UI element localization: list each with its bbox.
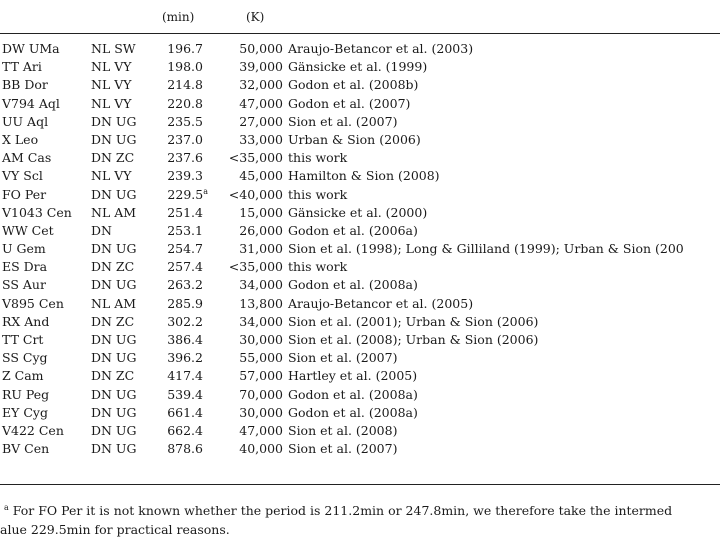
reference-cell: Araujo-Betancor et al. (2003) <box>288 41 474 56</box>
period-cell: 878.6 <box>167 441 203 457</box>
reference-cell: Sion et al. (2008); Urban & Sion (2006) <box>288 332 539 347</box>
type-cell: DN UG <box>91 386 137 402</box>
period-cell: 386.4 <box>167 332 203 347</box>
type-cell: DN ZC <box>91 313 135 329</box>
temperature-cell: 31,000 <box>239 241 283 257</box>
star-name-cell: RX And <box>2 313 50 329</box>
type-cell: NL AM <box>91 204 137 220</box>
reference-cell: Sion et al. (2007) <box>288 441 398 457</box>
temperature-cell: <35,000 <box>228 259 283 275</box>
table-row <box>0 40 720 58</box>
star-name-cell: SS Cyg <box>2 350 48 366</box>
reference-cell: this work <box>288 150 348 166</box>
star-name-cell: VY Scl <box>2 168 43 184</box>
type-cell: DN UG <box>91 131 137 147</box>
period-cell: 235.5 <box>167 113 203 129</box>
table-row <box>0 204 720 222</box>
star-name-cell: FO Per <box>2 186 47 202</box>
period-cell: 661.4 <box>167 404 203 420</box>
reference-cell: Hamilton & Sion (2008) <box>288 168 440 184</box>
star-name-cell: V1043 Cen <box>2 204 72 220</box>
temperature-cell: 50,000 <box>239 41 283 56</box>
temperature-cell: 70,000 <box>239 386 283 402</box>
type-cell: DN UG <box>91 332 137 347</box>
reference-cell: this work <box>288 186 348 202</box>
star-name-cell: UU Aql <box>2 113 49 129</box>
temperature-cell: 57,000 <box>239 368 283 384</box>
reference-cell: Sion et al. (2008) <box>288 422 398 438</box>
temperature-cell: <40,000 <box>228 186 283 202</box>
reference-cell: Sion et al. (2007) <box>288 113 398 129</box>
footnote-marker: a <box>4 503 9 512</box>
table-row <box>0 113 720 131</box>
bottom-rule <box>0 484 720 485</box>
table-row <box>0 95 720 113</box>
star-name-cell: X Leo <box>2 131 39 147</box>
type-cell: NL SW <box>91 41 136 56</box>
temperature-cell: 34,000 <box>239 313 283 329</box>
period-cell: 257.4 <box>167 259 203 275</box>
type-cell: NL AM <box>91 295 137 311</box>
star-name-cell: U Gem <box>2 241 46 257</box>
reference-cell: Godon et al. (2008a) <box>288 277 418 293</box>
type-cell: DN UG <box>91 441 137 457</box>
type-cell: DN ZC <box>91 368 135 384</box>
period-cell: 198.0 <box>167 59 203 75</box>
reference-cell: Godon et al. (2006a) <box>288 222 418 238</box>
star-name-cell: V794 Aql <box>2 95 60 111</box>
star-name-cell: DW UMa <box>2 41 60 56</box>
type-cell: DN UG <box>91 186 137 202</box>
table-row <box>0 313 720 331</box>
table-row <box>0 386 720 404</box>
reference-cell: Godon et al. (2008b) <box>288 77 419 93</box>
reference-cell: Hartley et al. (2005) <box>288 368 418 384</box>
type-cell: DN UG <box>91 404 137 420</box>
temperature-cell: 30,000 <box>239 404 283 420</box>
temperature-cell: 34,000 <box>239 277 283 293</box>
temperature-cell: 30,000 <box>239 332 283 347</box>
star-name-cell: V422 Cen <box>2 422 64 438</box>
period-note-marker: a <box>203 186 208 196</box>
top-rule <box>0 33 720 34</box>
reference-cell: Gänsicke et al. (1999) <box>288 59 428 75</box>
reference-cell: Urban & Sion (2006) <box>288 131 421 147</box>
temperature-cell: 27,000 <box>239 113 283 129</box>
star-name-cell: AM Cas <box>2 150 52 166</box>
table-row <box>0 167 720 185</box>
footnote-line-2: alue 229.5min for practical reasons. <box>0 522 230 537</box>
period-cell: 254.7 <box>167 241 203 257</box>
temperature-cell: 47,000 <box>239 95 283 111</box>
footnote-text-1: For FO Per it is not known whether the period is 211.2min or 247.8min, we therefore take the intermed <box>8 503 673 519</box>
star-name-cell: BB Dor <box>2 77 48 93</box>
reference-cell: Gänsicke et al. (2000) <box>288 204 428 220</box>
period-cell: 196.7 <box>167 41 203 56</box>
table-row <box>0 58 720 76</box>
period-cell: 237.0 <box>167 131 203 147</box>
period-cell: 229.5$^a$ <box>167 186 208 202</box>
table-row <box>0 149 720 167</box>
period-cell: 220.8 <box>167 95 203 111</box>
reference-cell: Araujo-Betancor et al. (2005) <box>288 295 474 311</box>
temperature-cell: <35,000 <box>228 150 283 166</box>
star-name-cell: V895 Cen <box>2 295 64 311</box>
reference-cell: this work <box>288 259 348 275</box>
table-row <box>0 367 720 385</box>
type-cell: NL VY <box>91 59 132 75</box>
footnote-line-1 <box>4 503 672 518</box>
period-cell: 539.4 <box>167 386 203 402</box>
star-name-cell: TT Crt <box>2 332 44 347</box>
period-cell: 302.2 <box>167 313 203 329</box>
table-row <box>0 295 720 313</box>
table-row <box>0 404 720 422</box>
period-cell: 239.3 <box>167 168 203 184</box>
type-cell: DN UG <box>91 350 137 366</box>
reference-cell: Sion et al. (2001); Urban & Sion (2006) <box>288 313 539 329</box>
table-row <box>0 222 720 240</box>
type-cell: DN UG <box>91 241 137 257</box>
table-row <box>0 258 720 276</box>
temperature-cell: 39,000 <box>239 59 283 75</box>
period-cell: 396.2 <box>167 350 203 366</box>
temperature-unit-header: (K) <box>246 10 265 24</box>
type-cell: DN UG <box>91 113 137 129</box>
temperature-cell: 40,000 <box>239 441 283 457</box>
period-cell: 214.8 <box>167 77 203 93</box>
temperature-cell: 55,000 <box>239 350 283 366</box>
star-name-cell: RU Peg <box>2 386 50 402</box>
type-cell: DN UG <box>91 277 137 293</box>
table-row <box>0 349 720 367</box>
type-cell: DN <box>91 222 112 238</box>
reference-cell: Godon et al. (2007) <box>288 95 411 111</box>
period-cell: 251.4 <box>167 204 203 220</box>
type-cell: NL VY <box>91 77 132 93</box>
temperature-cell: 33,000 <box>239 131 283 147</box>
star-name-cell: TT Ari <box>2 59 42 75</box>
table-row <box>0 331 720 349</box>
type-cell: DN UG <box>91 422 137 438</box>
period-unit-header: (min) <box>162 10 195 24</box>
star-name-cell: ES Dra <box>2 259 48 275</box>
period-cell: 263.2 <box>167 277 203 293</box>
temperature-cell: 26,000 <box>239 222 283 238</box>
reference-cell: Sion et al. (1998); Long & Gilliland (1999); Urban & Sion (200 <box>288 241 684 257</box>
period-cell: 662.4 <box>167 422 203 438</box>
star-name-cell: SS Aur <box>2 277 46 293</box>
reference-cell: Godon et al. (2008a) <box>288 404 418 420</box>
temperature-cell: 15,000 <box>239 204 283 220</box>
period-cell: 253.1 <box>167 222 203 238</box>
star-name-cell: EY Cyg <box>2 404 48 420</box>
reference-cell: Sion et al. (2007) <box>288 350 398 366</box>
star-name-cell: Z Cam <box>2 368 44 384</box>
type-cell: NL VY <box>91 168 132 184</box>
table-row <box>0 240 720 258</box>
temperature-cell: 47,000 <box>239 422 283 438</box>
table-row <box>0 440 720 458</box>
table-row <box>0 186 720 204</box>
table-row <box>0 422 720 440</box>
star-name-cell: BV Cen <box>2 441 50 457</box>
reference-cell: Godon et al. (2008a) <box>288 386 418 402</box>
temperature-cell: 13,800 <box>239 295 283 311</box>
period-cell: 237.6 <box>167 150 203 166</box>
type-cell: DN ZC <box>91 259 135 275</box>
table-body <box>0 40 720 458</box>
temperature-cell: 32,000 <box>239 77 283 93</box>
table-row <box>0 276 720 294</box>
period-cell: 417.4 <box>167 368 203 384</box>
temperature-cell: 45,000 <box>239 168 283 184</box>
star-name-cell: WW Cet <box>2 222 54 238</box>
type-cell: DN ZC <box>91 150 135 166</box>
period-cell: 285.9 <box>167 295 203 311</box>
table-row <box>0 131 720 149</box>
table-row <box>0 76 720 94</box>
type-cell: NL VY <box>91 95 132 111</box>
